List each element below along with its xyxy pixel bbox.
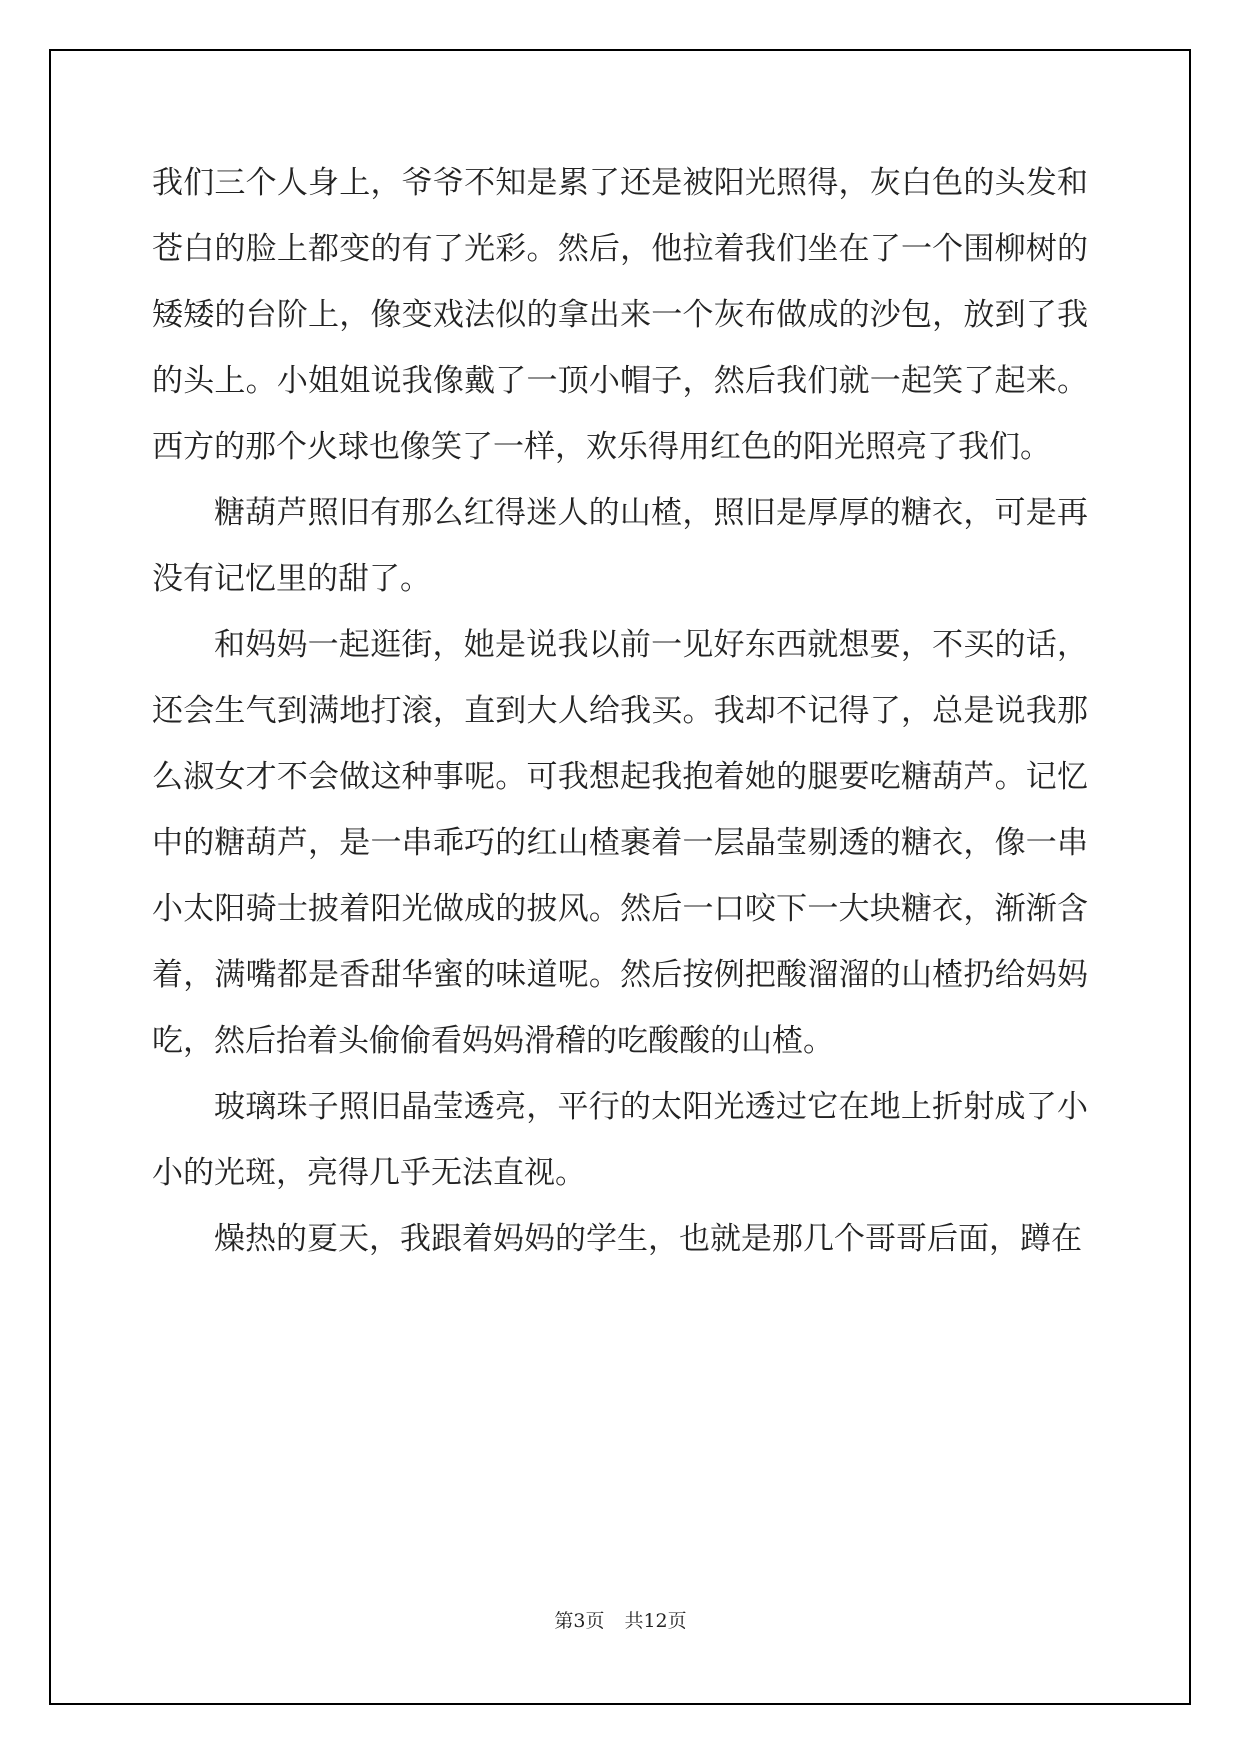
paragraph-1: 我们三个人身上，爷爷不知是累了还是被阳光照得，灰白色的头发和苍白的脸上都变的有了光彩。然后，他拉着我们坐在了一个围柳树的矮矮的台阶上，像变戏法似的拿出来一个灰布做成的沙包，放到了我的头上。小姐姐说我像戴了一顶小帽子，然后我们就一起笑了起来。西方的那个火球也像笑了一样，欢乐得用红色的阳光照亮了我们。 xyxy=(152,165,1088,465)
paragraph-3: 和妈妈一起逛街，她是说我以前一见好东西就想要，不买的话，还会生气到满地打滚，直到大人给我买。我却不记得了，总是说我那么淑女才不会做这种事呢。可我想起我抱着她的腿要吃糖葫芦。记忆中的糖葫芦，是一串乖巧的红山楂裹着一层晶莹剔透的糖衣，像一串小太阳骑士披着阳光做成的披风。然后一口咬下一大块糖衣，渐渐含着，满嘴都是香甜华蜜的味道呢。然后按例把酸溜溜的山楂扔给妈妈吃，然后抬着头偷偷看妈妈滑稽的吃酸酸的山楂。 xyxy=(152,627,1088,1059)
total-pages: 共12页 xyxy=(624,1610,687,1632)
document-body xyxy=(152,150,1088,1272)
page-footer xyxy=(0,1606,1241,1633)
page-number: 第3页 xyxy=(554,1610,605,1632)
paragraph-2: 糖葫芦照旧有那么红得迷人的山楂，照旧是厚厚的糖衣，可是再没有记忆里的甜了。 xyxy=(152,495,1088,597)
paragraph-5: 燥热的夏天，我跟着妈妈的学生，也就是那几个哥哥后面，蹲在 xyxy=(214,1221,1082,1257)
paragraph-4: 玻璃珠子照旧晶莹透亮，平行的太阳光透过它在地上折射成了小小的光斑，亮得几乎无法直视。 xyxy=(152,1089,1088,1191)
